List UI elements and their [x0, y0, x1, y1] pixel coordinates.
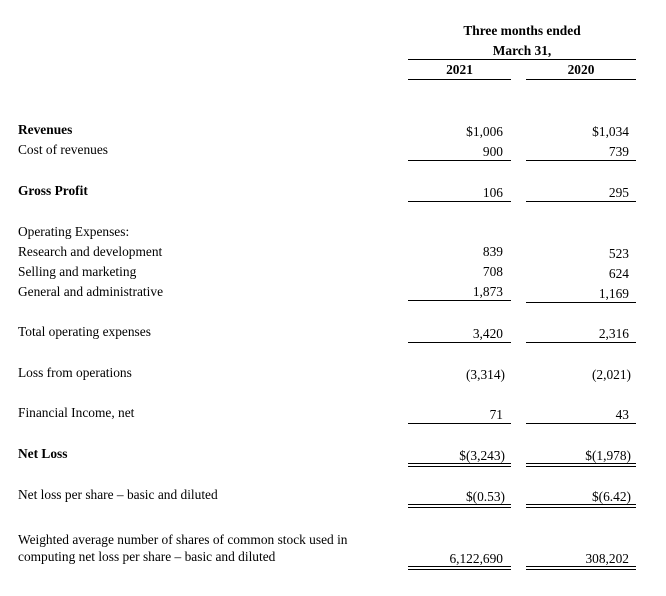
- subtotal-rule-2020: [526, 160, 636, 161]
- total-opex-rule-2020: [526, 342, 636, 343]
- column-header-2021: 2021: [446, 62, 473, 77]
- selling-and-marketing-2020: 624: [608, 266, 629, 281]
- gross-profit-label: Gross Profit: [18, 183, 88, 198]
- loss-from-operations-label: Loss from operations: [18, 365, 132, 380]
- period-heading-line2: March 31,: [492, 43, 552, 58]
- cost-of-revenues-2021: 900: [482, 144, 503, 159]
- general-and-administrative-label: General and administrative: [18, 284, 164, 299]
- loss-from-operations-2021: (3,314): [465, 367, 505, 382]
- opex-rule-2020: [526, 302, 636, 303]
- subtotal-rule-2021: [408, 160, 511, 161]
- gross-profit-rule-2021: [408, 201, 511, 202]
- net-loss-per-share-label: Net loss per share – basic and diluted: [18, 487, 218, 502]
- net-loss-double-rule-2021: [408, 463, 511, 467]
- shares-double-rule-2021: [408, 566, 511, 570]
- net-loss-double-rule-2020: [526, 463, 636, 467]
- research-and-development-2021: 839: [482, 244, 503, 259]
- operating-expenses-heading: Operating Expenses:: [18, 224, 130, 239]
- net-loss-label: Net Loss: [18, 446, 68, 461]
- financial-income-2020: 43: [615, 407, 629, 422]
- net-loss-per-share-2020: $(6.42): [591, 489, 631, 504]
- total-operating-expenses-2021: 3,420: [472, 326, 503, 341]
- column-header-2020: 2020: [567, 62, 595, 77]
- gross-profit-2020: 295: [608, 185, 629, 200]
- revenues-2020: $1,034: [592, 124, 629, 139]
- cost-of-revenues-label: Cost of revenues: [18, 142, 108, 157]
- total-operating-expenses-2020: 2,316: [598, 326, 629, 341]
- gross-profit-2021: 106: [482, 185, 503, 200]
- opex-rule-2021: [408, 300, 511, 301]
- research-and-development-label: Research and development: [18, 244, 163, 259]
- financial-income-2021: 71: [489, 407, 503, 422]
- selling-and-marketing-2021: 708: [482, 264, 503, 279]
- financial-income-rule-2020: [526, 423, 636, 424]
- period-heading-line1: Three months ended: [463, 23, 581, 38]
- total-opex-rule-2021: [408, 342, 511, 343]
- gross-profit-rule-2020: [526, 201, 636, 202]
- header-rule: [408, 59, 636, 60]
- weighted-average-shares-label-line2: computing net loss per share – basic and diluted: [18, 549, 276, 564]
- financial-income-label: Financial Income, net: [18, 405, 135, 420]
- weighted-average-shares-2021: 6,122,690: [449, 551, 503, 566]
- shares-double-rule-2020: [526, 566, 636, 570]
- net-loss-2020: $(1,978): [585, 448, 631, 463]
- revenues-2021: $1,006: [466, 124, 503, 139]
- total-operating-expenses-label: Total operating expenses: [18, 324, 151, 339]
- research-and-development-2020: 523: [608, 246, 629, 261]
- column-rule-2021: [408, 79, 511, 80]
- cost-of-revenues-2020: 739: [608, 144, 629, 159]
- selling-and-marketing-label: Selling and marketing: [18, 264, 137, 279]
- per-share-double-rule-2020: [526, 504, 636, 508]
- financial-income-rule-2021: [408, 423, 511, 424]
- column-rule-2020: [526, 79, 636, 80]
- general-and-administrative-2021: 1,873: [472, 284, 503, 299]
- weighted-average-shares-label-line1: Weighted average number of shares of common stock used in: [18, 532, 348, 547]
- per-share-double-rule-2021: [408, 504, 511, 508]
- net-loss-2021: $(3,243): [459, 448, 505, 463]
- net-loss-per-share-2021: $(0.53): [465, 489, 505, 504]
- loss-from-operations-2020: (2,021): [591, 367, 631, 382]
- weighted-average-shares-2020: 308,202: [585, 551, 629, 566]
- revenues-label: Revenues: [18, 122, 73, 137]
- general-and-administrative-2020: 1,169: [598, 286, 629, 301]
